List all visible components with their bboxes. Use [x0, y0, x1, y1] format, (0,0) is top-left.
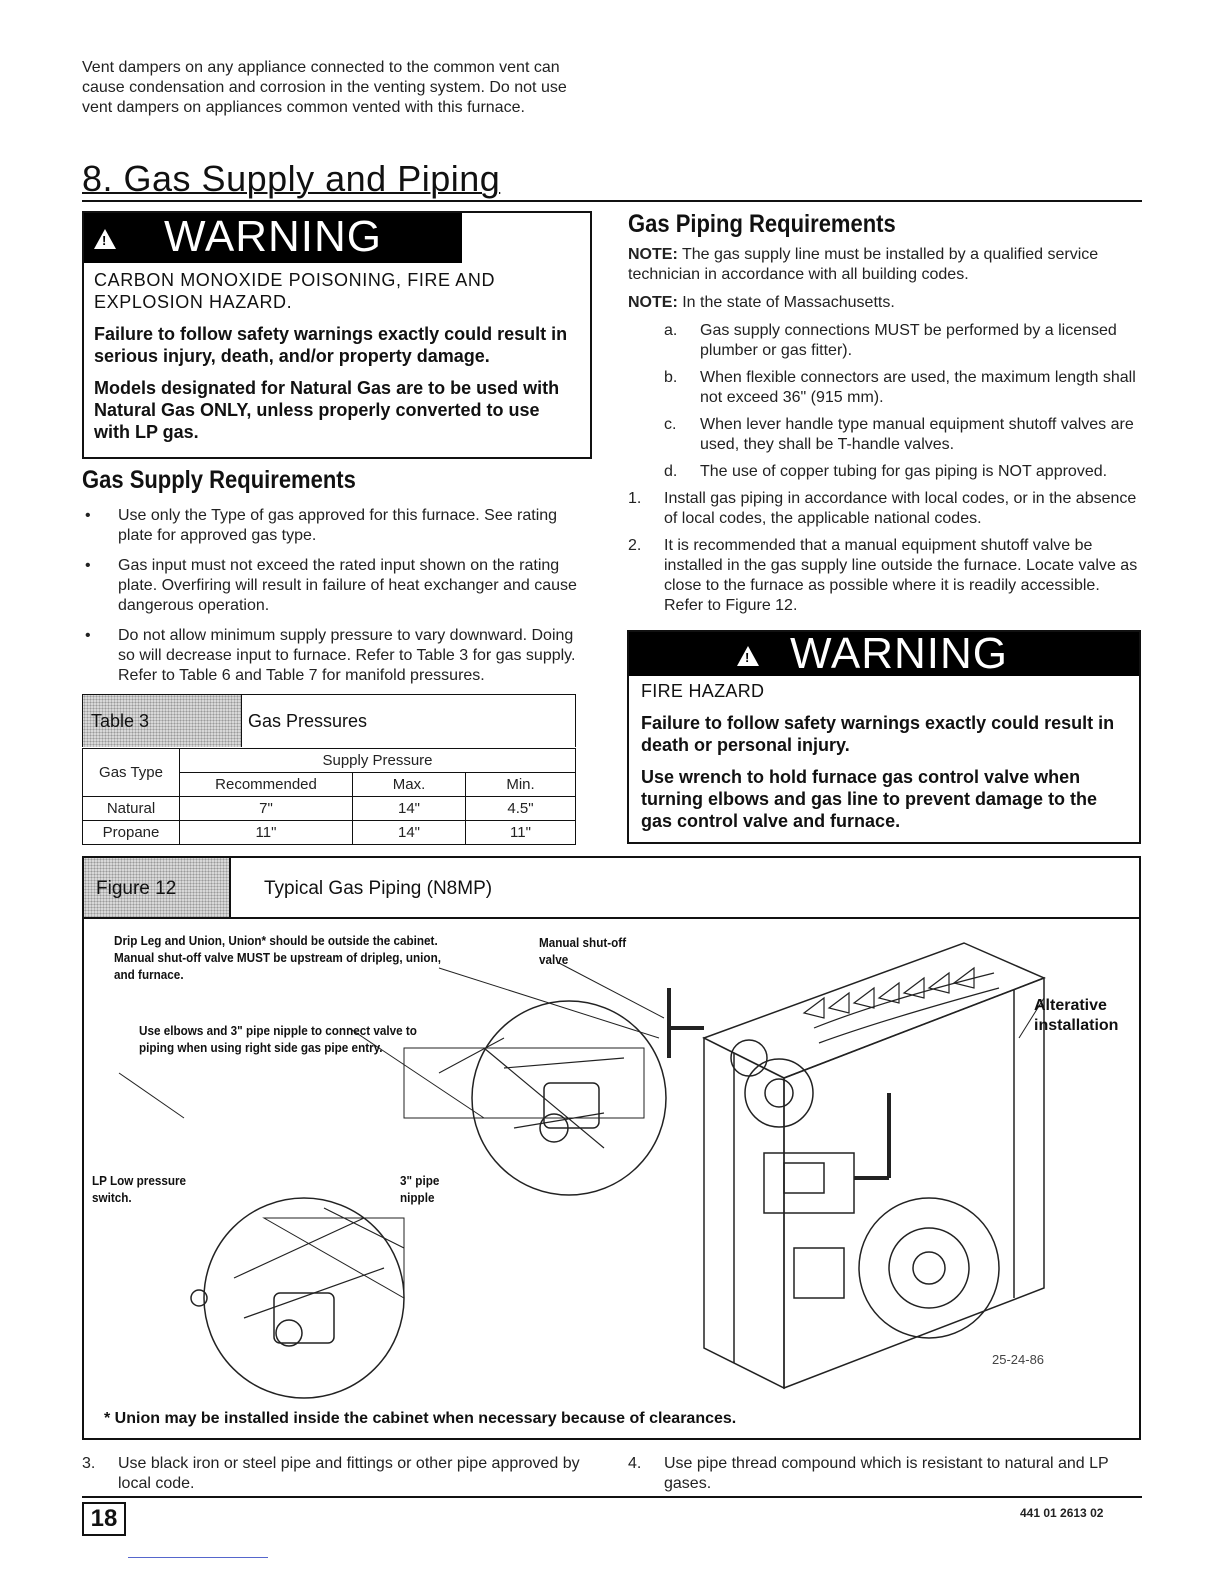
warning-text-1: Failure to follow safety warnings exactly could result in serious injury, death, and/or property damage. [94, 324, 568, 366]
warning-text-2: Use wrench to hold furnace gas control valve when turning elbows and gas line to prevent damage to the gas control valve and furnace. [641, 767, 1098, 831]
figure-title: Typical Gas Piping (N8MP) [264, 878, 493, 899]
warning-triangle-icon [737, 646, 759, 666]
footer-item-3: 3. Use black iron or steel pipe and fittings or other pipe approved by local code. [82, 1455, 580, 1492]
warning-word: WARNING [163, 212, 383, 261]
table-row [83, 821, 576, 845]
list-item: d. The use of copper tubing for gas piping is NOT approved. [664, 463, 1108, 480]
list-item: b. When flexible connectors are used, the maximum length shall not exceed 36" (915 mm). [664, 369, 1136, 406]
bullet-item: • Gas input must not exceed the rated input shown on the rating plate. Overfiring will result in failure of heat exchanger and cause dangerous operation. [82, 556, 594, 616]
callout-manual-shutoff: Manual shut-off valve [539, 935, 627, 967]
section-title-text: 8. Gas Supply and Piping [82, 158, 501, 199]
callout-alternative: Alterative installation [1034, 997, 1119, 1034]
warning-banner [84, 213, 462, 263]
gas-pressures-table [82, 748, 576, 845]
warning-text-2: Models designated for Natural Gas are to be used with Natural Gas ONLY, unless properly converted to use with LP gas. [94, 378, 560, 442]
col-min: Min. [466, 773, 576, 797]
table-title: Gas Pressures [248, 711, 368, 731]
gas-piping-illustration [84, 918, 1139, 1408]
table-cell: 7" [180, 797, 353, 821]
table-cell: 11" [180, 821, 353, 845]
note-1: NOTE: The gas supply line must be installed by a qualified service technician in accordance with all building codes. [628, 246, 1099, 283]
gas-supply-heading: Gas Supply Requirements [82, 466, 356, 494]
note-2: NOTE: In the state of Massachusetts. [628, 294, 895, 311]
bottom-link-underline [128, 1557, 268, 1558]
warning-hazard: FIRE HAZARD [641, 681, 765, 701]
bullet-item: • Use only the Type of gas approved for this furnace. See rating plate for approved gas type. [82, 506, 594, 546]
table-cell: 14" [353, 797, 466, 821]
col-recommended: Recommended [180, 773, 353, 797]
carbon-monoxide-warning-box [82, 211, 592, 459]
table-3-header [82, 694, 576, 747]
section-title [82, 158, 1142, 202]
list-item: 1. Install gas piping in accordance with local codes, or in the absence of local codes, the applicable national codes. [628, 490, 1137, 527]
warning-triangle-icon [94, 229, 116, 249]
footer-item-4: 4. Use pipe thread compound which is resistant to natural and LP gases. [628, 1455, 1109, 1492]
figure-tag: Figure 12 [84, 858, 231, 917]
list-item: a. Gas supply connections MUST be performed by a licensed plumber or gas fitter). [664, 322, 1117, 359]
col-max: Max. [353, 773, 466, 797]
warning-text-1: Failure to follow safety warnings exactly could result in death or personal injury. [641, 713, 1115, 755]
fire-hazard-warning-box [627, 630, 1141, 844]
col-gas-type: Gas Type [83, 749, 180, 797]
list-item: 2. It is recommended that a manual equipment shutoff valve be installed in the gas supply line outside the furnace. Locate valve as close to the furnace as possible where it is readily accessible. Refer to Figure 12. [628, 537, 1138, 614]
list-item: c. When lever handle type manual equipment shutoff valves are used, they shall be T-handle valves. [664, 416, 1134, 453]
table-row [83, 797, 576, 821]
table-cell: Natural [83, 797, 180, 821]
gas-piping-heading: Gas Piping Requirements [628, 210, 896, 238]
callout-drip-leg: Drip Leg and Union, Union* should be outside the cabinet. Manual shut-off valve MUST be upstream of dripleg, union, and furnace. [114, 933, 441, 982]
table-cell: Propane [83, 821, 180, 845]
figure-footnote: * Union may be installed inside the cabinet when necessary because of clearances. [104, 1410, 737, 1427]
figure-12-box [82, 856, 1141, 1440]
intro-paragraph: Vent dampers on any appliance connected to the common vent can cause condensation and corrosion in the venting system. Do not use vent dampers on appliances common vented with this furnace. [82, 59, 567, 116]
warning-banner [629, 629, 1139, 678]
massachusetts-sub-list [628, 321, 1142, 623]
document-number: 441 01 2613 02 [1020, 1506, 1104, 1520]
figure-header [84, 858, 1139, 919]
table-tag: Table 3 [83, 695, 242, 747]
warning-word: WARNING [789, 629, 1009, 678]
callout-pipe-nipple: 3" pipe nipple [400, 1173, 440, 1205]
drawing-code: 25-24-86 [992, 1352, 1045, 1367]
page-number: 18 [82, 1502, 126, 1536]
bullet-item: • Do not allow minimum supply pressure to vary downward. Doing so will decrease input to furnace. Refer to Table 3 for gas supply. Refer to Table 6 and Table 7 for manifold pressures. [82, 626, 594, 686]
table-cell: 11" [466, 821, 576, 845]
table-cell: 14" [353, 821, 466, 845]
gas-supply-bullets [82, 506, 594, 696]
col-supply-pressure: Supply Pressure [180, 749, 576, 773]
callout-lp-switch: LP Low pressure switch. [92, 1173, 187, 1205]
footer-rule [82, 1496, 1142, 1498]
table-cell: 4.5" [466, 797, 576, 821]
warning-hazard: CARBON MONOXIDE POISONING, FIRE AND EXPLOSION HAZARD. [94, 270, 496, 312]
callout-elbows: Use elbows and 3" pipe nipple to connect valve to piping when using right side gas pipe entry. [139, 1023, 417, 1055]
